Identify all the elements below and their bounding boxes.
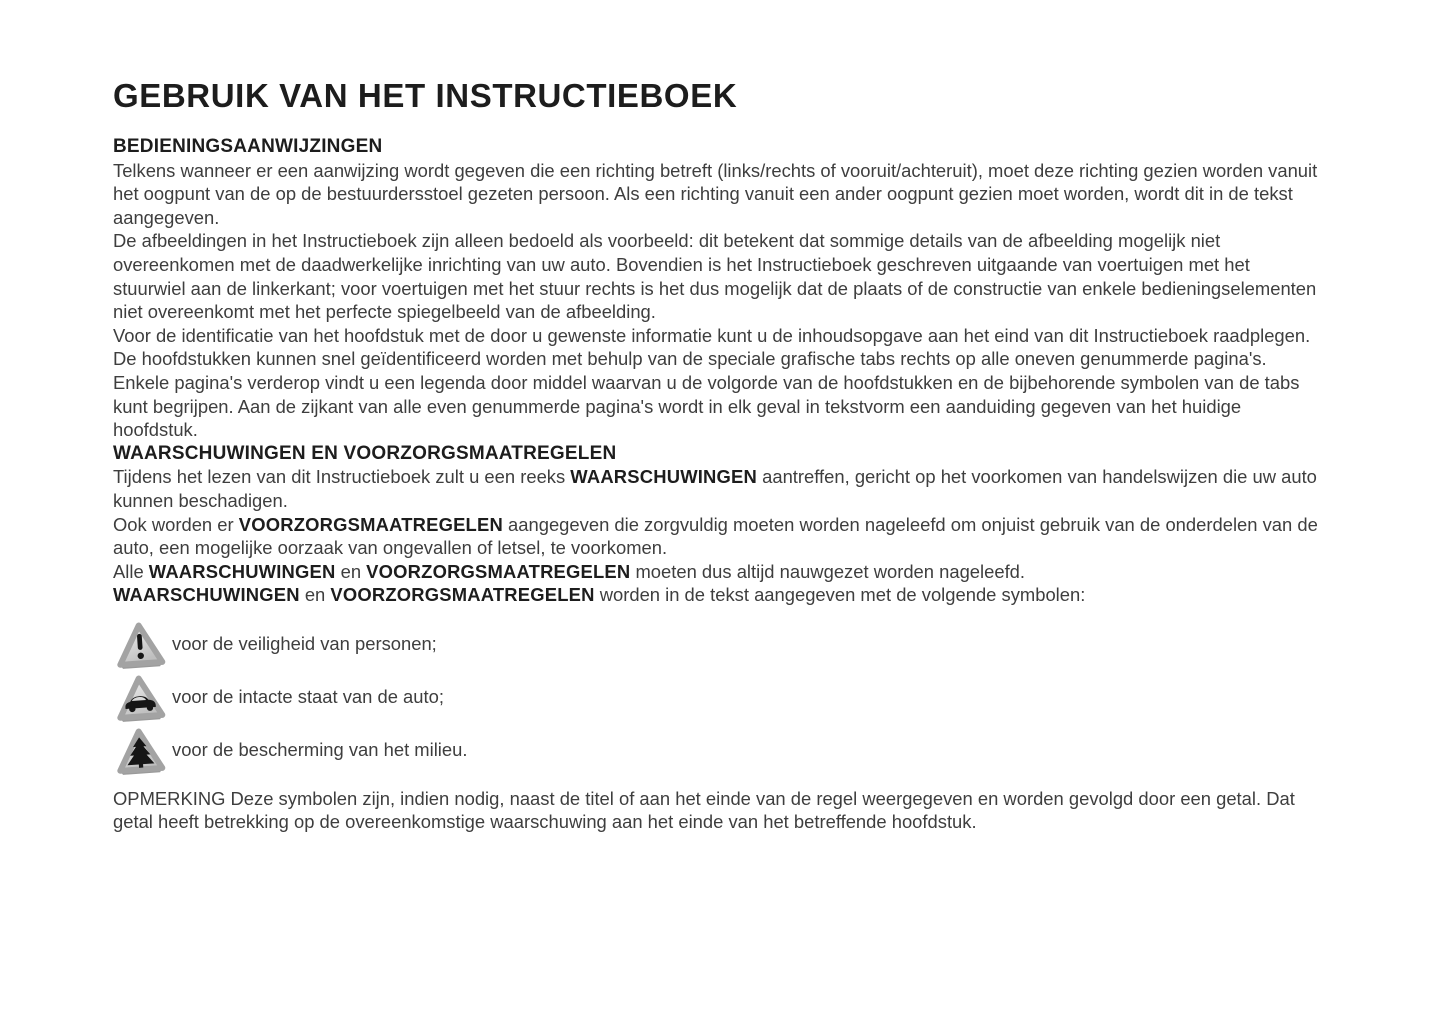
text-run: en xyxy=(335,560,367,582)
bold-term-voorzorgsmaatregelen: VOORZORGSMAATREGELEN xyxy=(238,513,503,535)
text-run: en xyxy=(299,584,331,606)
text-run: aangegeven die zorgvuldig moeten worden nageleefd om onjuist gebruik van de onderdelen van de auto, een mogelijke oorzaak van ongevallen of letsel, te voorkomen. xyxy=(113,513,1318,559)
warnings-paragraph-4 xyxy=(113,583,1318,607)
warning-symbols-legend xyxy=(113,618,1318,776)
exclamation-triangle-icon xyxy=(113,619,167,669)
symbol-label: voor de intacte staat van de auto; xyxy=(172,685,444,707)
symbol-item-persons xyxy=(113,618,1318,670)
symbol-item-car xyxy=(113,671,1318,723)
bold-term-waarschuwingen: WAARSCHUWINGEN xyxy=(570,466,757,488)
symbol-label: voor de veiligheid van personen; xyxy=(172,632,437,654)
manual-page xyxy=(113,78,1318,834)
warnings-paragraph-1 xyxy=(113,465,1318,512)
bold-term-waarschuwingen: WAARSCHUWINGEN xyxy=(113,584,300,606)
page-title: GEBRUIK VAN HET INSTRUCTIEBOEK xyxy=(113,77,738,114)
tree-triangle-icon xyxy=(113,725,167,775)
text-run: Tijdens het lezen van dit Instructieboek zult u een reeks xyxy=(113,466,571,488)
intro-paragraph-1: Telkens wanneer er een aanwijzing wordt gegeven die een richting betreft (links/rechts of vooruit/achteruit), moet deze richting gezien worden vanuit het oogpunt van de op de bestuurdersstoel gezeten persoon. Als een richting vanuit een ander oogpunt gezien moet worden, wordt dit in de tekst aangegeven. xyxy=(113,159,1318,228)
intro-paragraph-4: De hoofdstukken kunnen snel geïdentificeerd worden met behulp van de speciale grafische tabs rechts op alle oneven genummerde pagina's. Enkele pagina's verderop vindt u een legenda door middel waarvan u de volgorde van de hoofdstukken en de bijbehorende symbolen van de tabs kunt begrijpen. Aan de zijkant van alle even genummerde pagina's wordt in elk geval in tekstvorm een aanduiding gegeven van het huidige hoofdstuk. xyxy=(113,348,1300,441)
car-triangle-icon xyxy=(113,672,167,722)
section-heading-waarschuwingen: WAARSCHUWINGEN EN VOORZORGSMAATREGELEN xyxy=(113,442,617,464)
warnings-paragraph-2 xyxy=(113,513,1318,560)
warnings-paragraph-3 xyxy=(113,560,1318,584)
section-heading-bedieningsaanwijzingen: BEDIENINGSAANWIJZINGEN xyxy=(113,136,383,157)
text-run: Ook worden er xyxy=(113,513,239,535)
symbol-label: voor de bescherming van het milieu. xyxy=(172,738,468,760)
text-run: aantreffen, gericht op het voorkomen van handelswijzen die uw auto kunnen beschadigen. xyxy=(113,466,1317,511)
text-run: moeten dus altijd nauwgezet worden nageleefd. xyxy=(630,560,1026,582)
text-run: Alle xyxy=(113,560,149,582)
note-paragraph: OPMERKING Deze symbolen zijn, indien nodig, naast de titel of aan het einde van de regel weergegeven en worden gevolgd door een getal. Dat getal heeft betrekking op de overeenkomstige waarschuwing aan het einde van het betreffende hoofdstuk. xyxy=(113,787,1295,833)
intro-paragraph-3: Voor de identificatie van het hoofdstuk met de door u gewenste informatie kunt u de inhoudsopgave aan het eind van dit Instructieboek raadplegen. xyxy=(113,324,1311,346)
intro-paragraph-2: De afbeeldingen in het Instructieboek zijn alleen bedoeld als voorbeeld: dit betekent dat sommige details van de afbeelding mogelijk niet overeenkomen met de daadwerkelijke inrichting van uw auto. Bovendien is het Instructieboek geschreven uitgaande van voertuigen met het stuurwiel aan de linkerkant; voor voertuigen met het stuur rechts is het dus mogelijk dat de plaats of de constructie van enkele bedieningselementen niet overeenkomt met het perfecte spiegelbeeld van de afbeelding. xyxy=(113,230,1317,323)
bold-term-waarschuwingen: WAARSCHUWINGEN xyxy=(148,560,336,582)
text-run: worden in de tekst aangegeven met de volgende symbolen: xyxy=(594,584,1086,606)
symbol-item-environment xyxy=(113,724,1318,776)
bold-term-voorzorgsmaatregelen: VOORZORGSMAATREGELEN xyxy=(330,584,595,606)
bold-term-voorzorgsmaatregelen: VOORZORGSMAATREGELEN xyxy=(366,560,631,582)
